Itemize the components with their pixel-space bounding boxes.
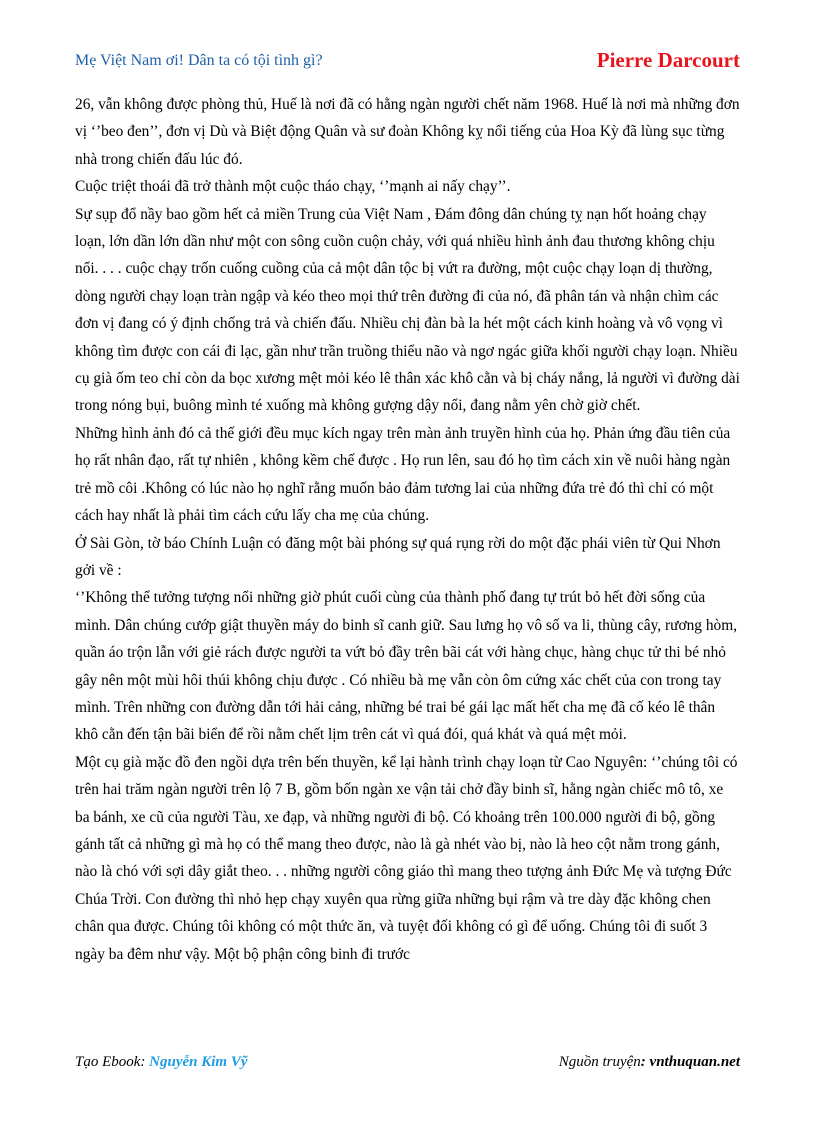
ebook-credit [75, 1054, 248, 1071]
source-credit [559, 1054, 740, 1071]
ebook-creator-name: Nguyễn Kim Vỹ [149, 1054, 248, 1070]
body-paragraph: Một cụ già mặc đồ đen ngồi dựa trên bến thuyền, kể lại hành trình chạy loạn từ Cao Nguyên: ‘’chúng tôi có trên hai trăm ngàn người trên lộ 7 B, gồm bốn ngàn xe vận tải chở đầy binh sĩ, hằng ngàn chiếc mô tô, xe ba bánh, xe cũ của người Tàu, xe đạp, và những người đi bộ. Có khoảng trên 100.000 người đi bộ, gồng gánh tất cả những gì mà họ có thể mang theo được, nào là gà nhét vào bị, nào là heo cột nằm trong gánh, nào là chó với sợi dây giắt theo. . . những người công giáo thì mang theo tượng ảnh Đức Mẹ và tượng Đức Chúa Trời. Con đường thì nhỏ hẹp chạy xuyên qua rừng giữa những bụi rậm và tre dày đặc không chen chân qua được. Chúng tôi không có một thức ăn, và tuyệt đối không có gì để uống. Chúng tôi đi suốt 3 ngày ba đêm như vậy. Một bộ phận công binh đi trước [75, 753, 738, 963]
source-credit-label: Nguồn truyện [558, 1054, 641, 1070]
body-paragraph: Sự sụp đổ nầy bao gồm hết cả miền Trung của Việt Nam , Đám đông dân chúng tỵ nạn hốt hoảng chạy loạn, lớn dần lớn dần như một con sông cuồn cuộn chảy, với quá nhiều hình ảnh đau thương không chịu nổi. . . . cuộc chạy trốn cuống cuồng của cả một dân tộc bị vứt ra đường, một cuộc chạy loạn dị thường, dòng người chạy loạn tràn ngập và kéo theo mọi thứ trên đường đi của nó, đã phân tán và nhận chìm các đơn vị đang có ý định chống trả và chiến đấu. Nhiều chị đàn bà la hét một cách kinh hoàng và vô vọng vì không tìm được con cái đi lạc, gần như trần truồng thiểu não và ngơ ngác giữa khối người chạy loạn. Nhiều cụ già ốm teo chỉ còn da bọc xương mệt mỏi kéo lê thân xác khô cằn và bị cháy nắng, lả người vì đường dài trong nóng bụi, buông mình té xuống mà không gượng dậy nổi, đang nằm yên chờ giờ chết. [75, 205, 740, 415]
body-paragraph: ‘’Không thể tưởng tượng nổi những giờ phút cuối cùng của thành phố đang tự trút bỏ hết đời sống của mình. Dân chúng cướp giật thuyền máy do binh sĩ canh giữ. Sau lưng họ vô số va li, thùng cây, rương hòm, quần áo trộn lẫn với giẻ rách được người ta vứt bỏ đầy trên bãi cát với hàng chục, hàng chục tử thi bé nhỏ gây nên một mùi hôi thúi không chịu được . Có nhiều bà mẹ vẫn còn ôm cứng xác chết của con trong tay mình. Trên những con đường dẫn tới hải cảng, những bé trai bé gái lạc mất hết cha mẹ đã cố kéo lê thân khô cằn đến tận bãi biển để rồi nằm chết lịm trên cát vì quá đói, quá khát và quá mệt mỏi. [75, 589, 738, 744]
body-paragraph: Những hình ảnh đó cả thế giới đều mục kích ngay trên màn ảnh truyền hình của họ. Phản ứng đầu tiên của họ rất nhân đạo, rất tự nhiên , không kềm chế được . Họ run lên, sau đó họ tìm cách xin về nuôi hàng ngàn trẻ mồ côi .Không có lúc nào họ nghĩ rằng muốn bảo đảm tương lai của những đứa trẻ đó thì chỉ có một cách hay nhất là phải tìm cách cứu lấy cha mẹ của chúng. [75, 424, 731, 525]
source-credit-separator: : [640, 1054, 650, 1070]
body-paragraph: Ở Sài Gòn, tờ báo Chính Luận có đăng một bài phóng sự quá rụng rời do một đặc phái viên từ Qui Nhơn gởi về : [75, 534, 721, 579]
page-footer [75, 1054, 740, 1076]
page-header [75, 48, 740, 76]
book-title: Mẹ Việt Nam ơi! Dân ta có tội tình gì? [75, 52, 323, 69]
book-author: Pierre Darcourt [596, 48, 740, 72]
ebook-credit-separator: : [140, 1054, 150, 1070]
ebook-credit-label: Tạo Ebook [75, 1054, 141, 1070]
source-site-name: vnthuquan.net [649, 1054, 740, 1070]
page-body [75, 91, 740, 968]
body-paragraph: Cuộc triệt thoái đã trở thành một cuộc tháo chạy, ‘’mạnh ai nấy chạy’’. [75, 178, 511, 196]
body-paragraph: 26, vẫn không được phòng thủ, Huế là nơi đã có hằng ngàn người chết năm 1968. Huế là nơi mà những đơn vị ‘’beo đen’’, đơn vị Dù và Biệt động Quân và sư đoàn Không kỵ nổi tiếng của Hoa Kỳ đã lùng sục từng nhà trong chiến đấu lúc đó. [75, 96, 740, 168]
